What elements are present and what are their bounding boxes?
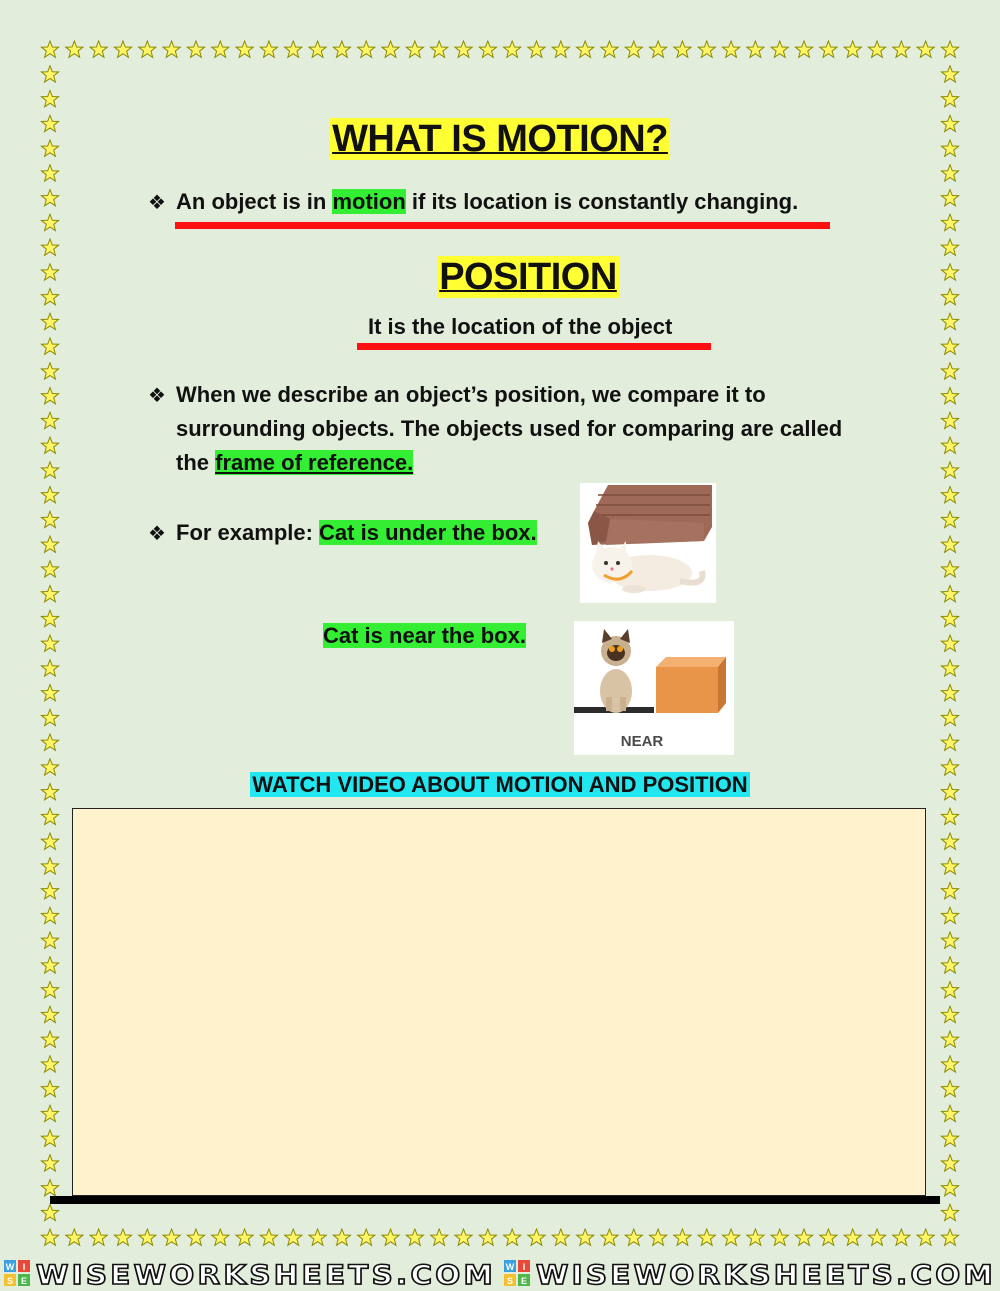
- star-icon: [941, 982, 958, 998]
- star-icon: [41, 1180, 58, 1196]
- star-icon: [333, 41, 350, 57]
- star-icon: [941, 536, 958, 552]
- star-icon: [90, 41, 107, 57]
- logo-icon: [4, 1260, 30, 1286]
- star-icon: [41, 66, 58, 82]
- star-icon: [41, 487, 58, 503]
- star-icon: [41, 833, 58, 849]
- star-icon: [941, 1229, 958, 1245]
- star-icon: [260, 1229, 277, 1245]
- svg-text:I: I: [522, 1262, 526, 1272]
- star-icon: [941, 907, 958, 923]
- example-under: Cat is under the box.: [319, 520, 537, 545]
- star-icon: [941, 660, 958, 676]
- star-icon: [844, 41, 861, 57]
- star-icon: [552, 1229, 569, 1245]
- star-icon: [941, 1180, 958, 1196]
- star-icon: [941, 1031, 958, 1047]
- star-icon: [577, 1229, 594, 1245]
- star-icon: [941, 388, 958, 404]
- star-icon: [941, 1204, 958, 1220]
- star-icon: [552, 41, 569, 57]
- star-icon: [747, 1229, 764, 1245]
- star-icon: [941, 1081, 958, 1097]
- near-caption: NEAR: [620, 733, 664, 750]
- star-icon: [163, 1229, 180, 1245]
- star-icon: [941, 214, 958, 230]
- star-icon: [941, 1130, 958, 1146]
- star-icon: [941, 858, 958, 874]
- star-icon: [504, 1229, 521, 1245]
- motion-keyword: motion: [332, 189, 406, 214]
- star-icon: [41, 1155, 58, 1171]
- bottom-bar: [50, 1196, 940, 1204]
- star-icon: [504, 41, 521, 57]
- frame-ref-paragraph: [176, 378, 842, 480]
- star-icon: [285, 41, 302, 57]
- star-icon: [625, 41, 642, 57]
- star-icon: [941, 685, 958, 701]
- star-icon: [722, 1229, 739, 1245]
- star-icon: [455, 1229, 472, 1245]
- star-icon: [41, 660, 58, 676]
- star-icon: [406, 1229, 423, 1245]
- star-icon: [333, 1229, 350, 1245]
- main-title: [0, 118, 1000, 161]
- star-icon: [358, 41, 375, 57]
- star-icon: [941, 808, 958, 824]
- star-icon: [309, 1229, 326, 1245]
- star-icon: [187, 41, 204, 57]
- star-icon: [941, 833, 958, 849]
- star-icon: [722, 41, 739, 57]
- star-icon: [941, 1006, 958, 1022]
- star-icon: [41, 41, 58, 57]
- star-icon: [41, 165, 58, 181]
- star-icon: [941, 610, 958, 626]
- star-icon: [941, 487, 958, 503]
- star-icon: [601, 1229, 618, 1245]
- motion-definition: [176, 185, 798, 219]
- star-icon: [236, 1229, 253, 1245]
- svg-text:W: W: [5, 1262, 15, 1272]
- svg-text:E: E: [520, 1276, 528, 1286]
- star-icon: [941, 932, 958, 948]
- star-icon: [917, 41, 934, 57]
- red-underline: [357, 343, 711, 350]
- star-icon: [41, 610, 58, 626]
- example-label: For example:: [176, 520, 320, 545]
- star-icon: [41, 858, 58, 874]
- star-icon: [941, 190, 958, 206]
- star-icon: [41, 1229, 58, 1245]
- cat-under-box-image: [580, 483, 716, 603]
- star-icon: [917, 1229, 934, 1245]
- star-icon: [868, 41, 885, 57]
- star-icon: [139, 1229, 156, 1245]
- star-icon: [41, 91, 58, 107]
- star-icon: [941, 66, 958, 82]
- star-icon: [41, 1056, 58, 1072]
- star-icon: [90, 1229, 107, 1245]
- star-icon: [139, 41, 156, 57]
- star-icon: [41, 685, 58, 701]
- star-icon: [41, 412, 58, 428]
- star-icon: [41, 957, 58, 973]
- star-icon: [941, 635, 958, 651]
- star-icon: [941, 462, 958, 478]
- star-icon: [41, 734, 58, 750]
- svg-text:S: S: [506, 1276, 514, 1286]
- star-icon: [455, 41, 472, 57]
- star-icon: [820, 1229, 837, 1245]
- video-embed-area[interactable]: [72, 808, 926, 1196]
- frame-ref-line: the frame of reference.: [176, 450, 414, 475]
- star-icon: [844, 1229, 861, 1245]
- star-icon: [941, 883, 958, 899]
- star-icon: [41, 239, 58, 255]
- star-icon: [114, 41, 131, 57]
- star-icon: [41, 388, 58, 404]
- star-icon: [41, 586, 58, 602]
- star-icon: [41, 907, 58, 923]
- red-underline: [175, 222, 830, 229]
- star-icon: [114, 1229, 131, 1245]
- star-icon: [674, 41, 691, 57]
- svg-text:S: S: [6, 1276, 14, 1286]
- star-icon: [771, 1229, 788, 1245]
- star-icon: [41, 1031, 58, 1047]
- star-icon: [41, 190, 58, 206]
- star-icon: [868, 1229, 885, 1245]
- star-icon: [41, 709, 58, 725]
- bullet-diamond-icon: ❖: [148, 523, 166, 545]
- star-icon: [941, 586, 958, 602]
- star-icon: [41, 214, 58, 230]
- star-icon: [41, 462, 58, 478]
- star-icon: [941, 1056, 958, 1072]
- position-title: [0, 256, 1000, 299]
- star-icon: [41, 561, 58, 577]
- star-icon: [941, 511, 958, 527]
- star-icon: [187, 1229, 204, 1245]
- svg-text:I: I: [22, 1262, 26, 1272]
- star-icon: [941, 313, 958, 329]
- star-icon: [893, 41, 910, 57]
- star-icon: [698, 1229, 715, 1245]
- bullet-diamond-icon: ❖: [148, 385, 166, 407]
- star-icon: [260, 41, 277, 57]
- star-icon: [41, 883, 58, 899]
- star-icon: [431, 1229, 448, 1245]
- star-icon: [66, 1229, 83, 1245]
- star-icon: [650, 1229, 667, 1245]
- star-icon: [41, 932, 58, 948]
- star-icon: [650, 41, 667, 57]
- star-icon: [941, 412, 958, 428]
- star-icon: [941, 91, 958, 107]
- star-icon: [820, 41, 837, 57]
- star-icon: [41, 1130, 58, 1146]
- cat-near-box-image: [574, 621, 734, 755]
- star-icon: [941, 734, 958, 750]
- star-icon: [577, 41, 594, 57]
- frame-ref-line: surrounding objects. The objects used for comparing are called: [176, 416, 843, 441]
- star-icon: [941, 709, 958, 725]
- star-icon: [528, 1229, 545, 1245]
- star-icon: [625, 1229, 642, 1245]
- star-icon: [893, 1229, 910, 1245]
- motion-def-pre: An object is in: [176, 189, 333, 214]
- star-icon: [309, 41, 326, 57]
- example-near: Cat is near the box.: [323, 623, 526, 648]
- video-heading: [0, 772, 1000, 798]
- star-icon: [941, 338, 958, 354]
- star-icon: [41, 511, 58, 527]
- frame-ref-line: When we describe an object’s position, we compare it to: [176, 382, 766, 407]
- star-icon: [41, 1105, 58, 1121]
- watermark-text: WISEWORKSHEETS.COM: [36, 1260, 496, 1291]
- position-definition: It is the location of the object: [368, 314, 673, 339]
- frame-of-reference-keyword: frame of reference.: [215, 450, 414, 475]
- logo-icon: [504, 1260, 530, 1286]
- star-icon: [771, 41, 788, 57]
- bullet-diamond-icon: ❖: [148, 192, 166, 214]
- star-icon: [212, 1229, 229, 1245]
- star-icon: [479, 1229, 496, 1245]
- example-line: [176, 516, 537, 550]
- star-icon: [431, 41, 448, 57]
- star-icon: [41, 536, 58, 552]
- star-icon: [698, 41, 715, 57]
- star-icon: [795, 1229, 812, 1245]
- star-icon: [601, 41, 618, 57]
- position-title-text: POSITION: [439, 256, 617, 298]
- main-title-text: WHAT IS MOTION?: [332, 118, 668, 160]
- motion-def-post: if its location is constantly changing.: [405, 189, 799, 214]
- star-icon: [236, 41, 253, 57]
- star-icon: [479, 41, 496, 57]
- star-icon: [41, 338, 58, 354]
- star-icon: [41, 1006, 58, 1022]
- star-icon: [941, 1105, 958, 1121]
- star-icon: [941, 363, 958, 379]
- watermark-text: WISEWORKSHEETS.COM: [536, 1260, 996, 1291]
- star-icon: [163, 41, 180, 57]
- star-icon: [941, 561, 958, 577]
- watermark-footer: [0, 1256, 1000, 1291]
- star-icon: [358, 1229, 375, 1245]
- star-icon: [941, 165, 958, 181]
- star-icon: [41, 363, 58, 379]
- star-icon: [795, 41, 812, 57]
- svg-text:E: E: [20, 1276, 28, 1286]
- star-icon: [41, 1081, 58, 1097]
- star-icon: [941, 957, 958, 973]
- star-icon: [285, 1229, 302, 1245]
- star-icon: [941, 239, 958, 255]
- star-icon: [66, 41, 83, 57]
- star-icon: [941, 1155, 958, 1171]
- star-icon: [41, 1204, 58, 1220]
- star-icon: [747, 41, 764, 57]
- star-icon: [212, 41, 229, 57]
- star-icon: [382, 41, 399, 57]
- star-icon: [382, 1229, 399, 1245]
- star-icon: [941, 41, 958, 57]
- video-heading-text: WATCH VIDEO ABOUT MOTION AND POSITION: [252, 772, 748, 797]
- star-icon: [41, 635, 58, 651]
- star-icon: [41, 313, 58, 329]
- star-icon: [674, 1229, 691, 1245]
- example-near-line: [323, 619, 526, 653]
- star-icon: [41, 982, 58, 998]
- star-icon: [41, 437, 58, 453]
- star-icon: [406, 41, 423, 57]
- star-icon: [941, 437, 958, 453]
- star-icon: [528, 41, 545, 57]
- svg-text:W: W: [505, 1262, 515, 1272]
- star-icon: [41, 808, 58, 824]
